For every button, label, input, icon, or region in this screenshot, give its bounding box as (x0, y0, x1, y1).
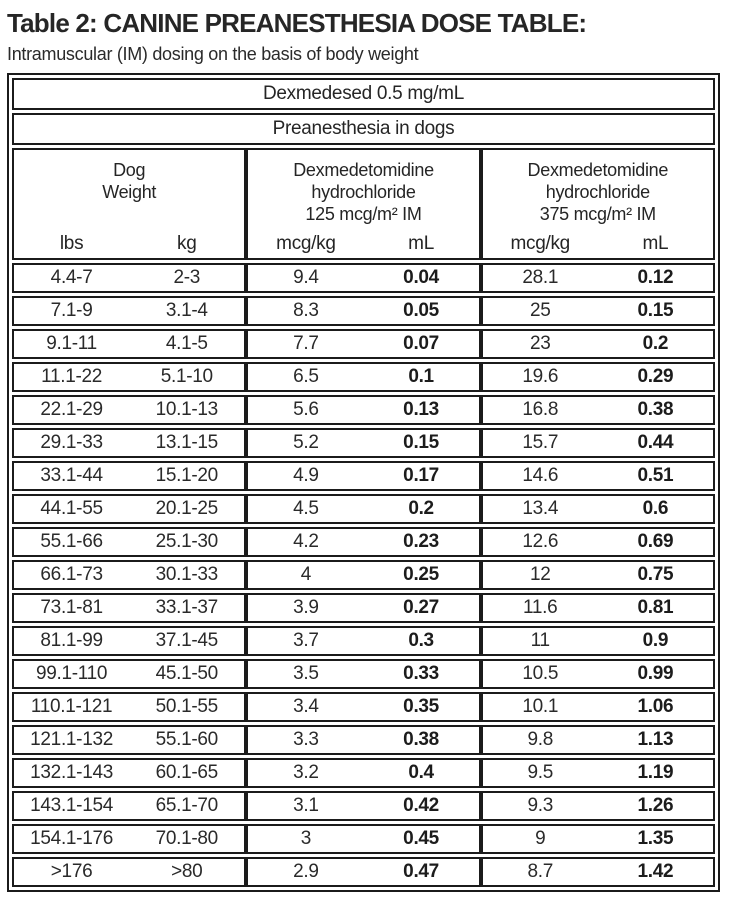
dog-weight-cells (12, 593, 246, 623)
mcgkg-125-value: 4.2 (293, 531, 319, 552)
header-dose-125 (246, 148, 480, 260)
ml-375-value: 1.26 (637, 795, 674, 816)
mcgkg-125-value: 2.9 (293, 861, 319, 882)
weight-lbs-value: >176 (50, 861, 93, 882)
weight-lbs-value: 81.1-99 (40, 630, 103, 651)
weight-lbs-value: 11.1-22 (41, 366, 103, 387)
dose-375-cells (481, 362, 715, 392)
dose-375-cells (481, 527, 715, 557)
mcgkg-375-value: 9 (535, 828, 546, 849)
dose-375-cells (481, 461, 715, 491)
dose-125-cells (246, 428, 480, 458)
mcgkg-125-value: 4 (300, 564, 312, 585)
mcgkg-125-value: 3 (300, 828, 312, 849)
ml-125-value: 0.33 (403, 663, 439, 684)
ml-125-value: 0.23 (403, 531, 439, 552)
table-body (12, 263, 715, 887)
weight-lbs-value: 7.1-9 (50, 300, 93, 321)
dose-125-cells (246, 824, 480, 854)
table-row (12, 824, 715, 854)
weight-kg-value: 13.1-15 (155, 432, 218, 453)
table-row (12, 593, 715, 623)
weight-lbs-value: 44.1-55 (40, 498, 103, 519)
dog-weight-cells (12, 725, 246, 755)
dog-weight-cells (12, 791, 246, 821)
dose-375-cells (481, 626, 715, 656)
ml-375-value: 1.06 (637, 696, 674, 717)
weight-kg-value: 25.1-30 (155, 531, 218, 552)
ml-375-value: 0.99 (637, 663, 674, 684)
weight-lbs-value: 33.1-44 (40, 465, 103, 486)
dose-125-cells (246, 659, 480, 689)
dose-125-cells (246, 626, 480, 656)
dose-375-cells (481, 263, 715, 293)
dog-weight-cells (12, 395, 246, 425)
table-row (12, 725, 715, 755)
ml-125-value: 0.47 (403, 861, 439, 882)
dog-weight-title (14, 159, 244, 203)
mcgkg-125-value: 9.4 (293, 267, 319, 288)
page-title: Table 2: CANINE PREANESTHESIA DOSE TABLE: (7, 8, 587, 38)
mcgkg-375-value: 9.5 (527, 762, 553, 783)
dose-375-title-line3: 375 mcg/m² IM (539, 204, 656, 224)
weight-lbs-value: 110.1-121 (30, 696, 113, 717)
section-row (12, 113, 715, 145)
table-row (12, 329, 715, 359)
weight-kg-value: 45.1-50 (155, 663, 218, 684)
dog-weight-cells (12, 329, 246, 359)
dose-375-cells (481, 593, 715, 623)
dose-125-cells (246, 329, 480, 359)
weight-kg-value: 2-3 (173, 267, 201, 288)
dose-125-title-line3: 125 mcg/m² IM (305, 204, 422, 224)
dose-125-title-line2: hydrochloride (311, 182, 416, 202)
ml-375-value: 0.29 (637, 366, 674, 387)
ml-375-value: 0.75 (637, 564, 674, 585)
header-row (12, 148, 715, 260)
dog-weight-cells (12, 428, 246, 458)
weight-lbs-value: 73.1-81 (40, 597, 103, 618)
dose-375-cells (481, 791, 715, 821)
dose-375-title (483, 159, 713, 225)
dose-375-cells (481, 659, 715, 689)
dose-125-title (248, 159, 478, 225)
col-header-mcgkg-375: mcg/kg (510, 233, 570, 254)
table-row (12, 692, 715, 722)
weight-kg-value: 4.1-5 (165, 333, 208, 354)
ml-375-value: 0.12 (637, 267, 674, 288)
col-header-ml-125: mL (408, 233, 434, 254)
mcgkg-375-value: 10.1 (522, 696, 559, 717)
dose-375-cells (481, 395, 715, 425)
mcgkg-125-value: 4.9 (293, 465, 319, 486)
mcgkg-375-value: 15.7 (522, 432, 559, 453)
mcgkg-375-value: 19.6 (522, 366, 559, 387)
ml-125-value: 0.3 (408, 630, 434, 651)
dose-125-cells (246, 296, 480, 326)
ml-125-value: 0.04 (403, 267, 439, 288)
weight-kg-value: 33.1-37 (155, 597, 218, 618)
dose-375-cells (481, 329, 715, 359)
weight-lbs-value: 55.1-66 (40, 531, 103, 552)
weight-lbs-value: 66.1-73 (40, 564, 103, 585)
mcgkg-375-value: 28.1 (522, 267, 559, 288)
ml-125-value: 0.2 (408, 498, 434, 519)
table-subtitle: Intramuscular (IM) dosing on the basis of body weight (7, 44, 419, 64)
dog-weight-cells (12, 857, 246, 887)
dog-weight-cells (12, 659, 246, 689)
dose-125-subheaders (248, 225, 478, 258)
mcgkg-125-value: 3.2 (293, 762, 319, 783)
ml-125-value: 0.4 (408, 762, 434, 783)
table-row (12, 857, 715, 887)
section-banner: Preanesthesia in dogs (12, 113, 715, 145)
drug-strength-banner: Dexmedesed 0.5 mg/mL (12, 78, 715, 110)
ml-375-value: 0.15 (637, 300, 674, 321)
weight-lbs-value: 132.1-143 (30, 762, 114, 783)
mcgkg-125-value: 3.3 (293, 729, 319, 750)
weight-kg-value: 15.1-20 (155, 465, 218, 486)
ml-125-value: 0.25 (403, 564, 439, 585)
dose-table (7, 73, 720, 892)
dog-weight-cells (12, 824, 246, 854)
col-header-kg: kg (177, 233, 197, 254)
dose-375-cells (481, 428, 715, 458)
weight-kg-value: 60.1-65 (155, 762, 218, 783)
col-header-mcgkg-125: mcg/kg (276, 233, 336, 254)
dose-375-cells (481, 560, 715, 590)
weight-kg-value: 3.1-4 (165, 300, 208, 321)
dog-weight-cells (12, 263, 246, 293)
mcgkg-375-value: 9.3 (527, 795, 553, 816)
dog-weight-cells (12, 560, 246, 590)
mcgkg-375-value: 10.5 (522, 663, 559, 684)
dose-375-cells (481, 296, 715, 326)
dose-125-cells (246, 395, 480, 425)
mcgkg-125-value: 5.2 (293, 432, 319, 453)
dose-125-cells (246, 725, 480, 755)
dose-125-cells (246, 362, 480, 392)
dose-125-cells (246, 560, 480, 590)
ml-125-value: 0.42 (403, 795, 439, 816)
header-dog-weight (12, 148, 246, 260)
ml-375-value: 0.38 (637, 399, 674, 420)
mcgkg-375-value: 14.6 (522, 465, 559, 486)
drug-strength-row (12, 78, 715, 110)
dog-weight-cells (12, 296, 246, 326)
ml-125-value: 0.45 (403, 828, 439, 849)
mcgkg-375-value: 9.8 (527, 729, 553, 750)
dose-125-cells (246, 791, 480, 821)
weight-lbs-value: 154.1-176 (30, 828, 114, 849)
weight-lbs-value: 121.1-132 (30, 729, 114, 750)
weight-kg-value: 20.1-25 (155, 498, 218, 519)
dog-weight-title-line1: Dog (113, 160, 146, 180)
col-header-ml-375: mL (642, 233, 669, 254)
weight-kg-value: 30.1-33 (155, 564, 218, 585)
ml-125-value: 0.1 (408, 366, 434, 387)
weight-lbs-value: 99.1-110 (35, 663, 108, 684)
ml-125-value: 0.35 (403, 696, 439, 717)
weight-lbs-value: 143.1-154 (30, 795, 114, 816)
weight-kg-value: 37.1-45 (155, 630, 218, 651)
dose-125-cells (246, 461, 480, 491)
table-row (12, 395, 715, 425)
ml-125-value: 0.27 (403, 597, 439, 618)
dose-375-subheaders (483, 225, 713, 258)
ml-375-value: 1.13 (637, 729, 674, 750)
mcgkg-125-value: 3.7 (293, 630, 319, 651)
mcgkg-375-value: 8.7 (527, 861, 553, 882)
table-row (12, 296, 715, 326)
dog-weight-cells (12, 527, 246, 557)
mcgkg-125-value: 3.4 (293, 696, 319, 717)
weight-kg-value: 70.1-80 (155, 828, 218, 849)
weight-lbs-value: 4.4-7 (50, 267, 93, 288)
mcgkg-125-value: 3.9 (293, 597, 319, 618)
header-dose-375 (481, 148, 715, 260)
ml-375-value: 0.9 (642, 630, 669, 651)
mcgkg-375-value: 13.4 (522, 498, 559, 519)
table-row (12, 494, 715, 524)
mcgkg-375-value: 11 (530, 630, 550, 651)
dog-weight-title-line2: Weight (102, 182, 157, 202)
table-row (12, 263, 715, 293)
ml-375-value: 1.19 (637, 762, 674, 783)
weight-lbs-value: 29.1-33 (40, 432, 103, 453)
dose-375-cells (481, 857, 715, 887)
dose-375-cells (481, 824, 715, 854)
ml-375-value: 1.35 (637, 828, 674, 849)
ml-375-value: 0.44 (637, 432, 674, 453)
dog-weight-cells (12, 692, 246, 722)
mcgkg-375-value: 11.6 (523, 597, 558, 618)
mcgkg-375-value: 25 (529, 300, 551, 321)
dose-125-cells (246, 263, 480, 293)
table-row (12, 659, 715, 689)
dose-375-cells (481, 494, 715, 524)
dose-125-cells (246, 527, 480, 557)
table-row (12, 791, 715, 821)
mcgkg-125-value: 3.5 (293, 663, 319, 684)
dog-weight-cells (12, 494, 246, 524)
mcgkg-375-value: 23 (529, 333, 551, 354)
mcgkg-125-value: 6.5 (293, 366, 319, 387)
ml-375-value: 1.42 (637, 861, 674, 882)
ml-125-value: 0.05 (403, 300, 439, 321)
weight-lbs-value: 9.1-11 (46, 333, 97, 354)
weight-kg-value: 65.1-70 (155, 795, 218, 816)
ml-375-value: 0.51 (637, 465, 674, 486)
dose-125-cells (246, 857, 480, 887)
ml-125-value: 0.13 (403, 399, 439, 420)
table-row (12, 527, 715, 557)
dose-125-cells (246, 593, 480, 623)
mcgkg-125-value: 3.1 (293, 795, 319, 816)
dog-weight-cells (12, 461, 246, 491)
weight-kg-value: 50.1-55 (155, 696, 218, 717)
col-header-lbs: lbs (59, 233, 84, 254)
mcgkg-125-value: 7.7 (293, 333, 319, 354)
dose-125-cells (246, 692, 480, 722)
table-row (12, 461, 715, 491)
mcgkg-125-value: 8.3 (293, 300, 319, 321)
mcgkg-375-value: 12.6 (522, 531, 559, 552)
table-row (12, 428, 715, 458)
ml-125-value: 0.38 (403, 729, 439, 750)
dose-375-cells (481, 758, 715, 788)
mcgkg-375-value: 12 (529, 564, 551, 585)
mcgkg-125-value: 5.6 (293, 399, 319, 420)
table-row (12, 362, 715, 392)
ml-375-value: 0.6 (642, 498, 669, 519)
dose-375-title-line1: Dexmedetomidine (527, 160, 669, 180)
table-row (12, 626, 715, 656)
mcgkg-375-value: 16.8 (522, 399, 559, 420)
dose-125-cells (246, 494, 480, 524)
weight-lbs-value: 22.1-29 (40, 399, 103, 420)
dose-125-cells (246, 758, 480, 788)
table-row (12, 560, 715, 590)
dog-weight-cells (12, 362, 246, 392)
ml-375-value: 0.69 (637, 531, 674, 552)
dog-weight-subheaders (14, 225, 244, 258)
ml-125-value: 0.07 (403, 333, 439, 354)
dose-375-title-line2: hydrochloride (545, 182, 650, 202)
dog-weight-cells (12, 626, 246, 656)
ml-125-value: 0.15 (403, 432, 439, 453)
dose-375-cells (481, 692, 715, 722)
weight-kg-value: 5.1-10 (160, 366, 213, 387)
ml-375-value: 0.2 (642, 333, 669, 354)
weight-kg-value: 10.1-13 (155, 399, 218, 420)
weight-kg-value: >80 (171, 861, 203, 882)
dog-weight-cells (12, 758, 246, 788)
weight-kg-value: 55.1-60 (155, 729, 218, 750)
ml-125-value: 0.17 (403, 465, 439, 486)
ml-375-value: 0.81 (637, 597, 674, 618)
dose-375-cells (481, 725, 715, 755)
dose-125-title-line1: Dexmedetomidine (293, 160, 434, 180)
table-row (12, 758, 715, 788)
mcgkg-125-value: 4.5 (293, 498, 319, 519)
